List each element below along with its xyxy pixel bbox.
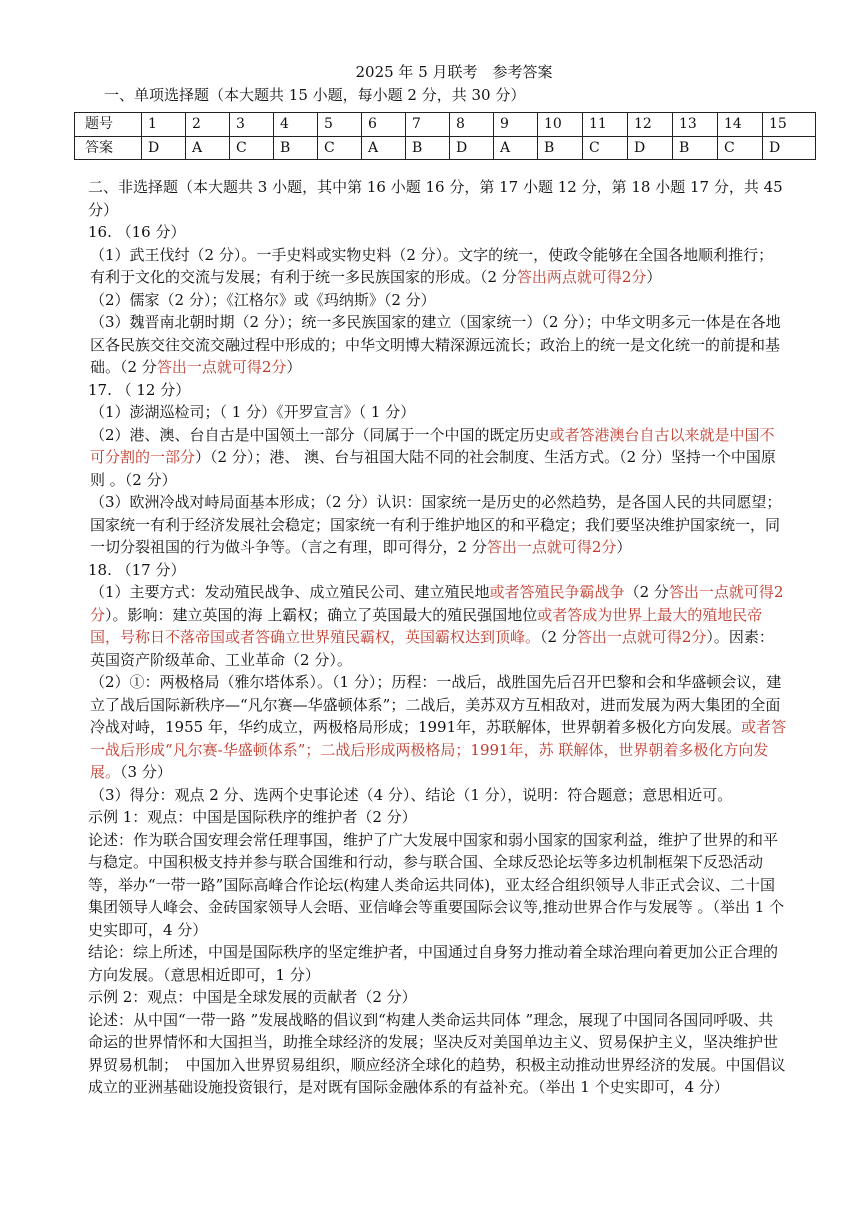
q17-part-1: （1）澎湖巡检司；（ 1 分）《开罗宣言》（ 1 分） — [90, 403, 416, 421]
table-cell: 6 — [362, 113, 406, 137]
table-cell: 5 — [318, 113, 362, 137]
q16-part-3-note: 答出一点就可得2分 — [156, 358, 287, 376]
q16-part-1-end: ） — [646, 268, 662, 286]
table-cell: 15 — [763, 113, 816, 137]
q18-heading: 18. （17 分） — [88, 560, 186, 579]
table-cell: B — [538, 136, 583, 160]
q16-part-1-text: （1）武王伐纣（2 分）。一手史料或实物史料（2 分）。文字的统一，使政令能够在全国各地顺利推行；有利于文化的交流与发展；有利于统一多民族国家的形成。（2 分 — [90, 245, 774, 286]
q17-part-2-note: 或者答港澳台自古以来就是中国不可分割的一部分 — [90, 425, 775, 466]
table-cell: A — [362, 136, 406, 160]
q16-part-3-end: ） — [286, 358, 302, 376]
table-cell: A — [494, 136, 538, 160]
q16-part-1-note: 答出两点就可得2分 — [516, 268, 647, 286]
q18-part-1-score-2: （2 分 — [540, 628, 577, 646]
table-cell: 10 — [538, 113, 583, 137]
q18-part-1-note-2: 答出一点就可得2分 — [90, 583, 784, 624]
q16-part-2: （2）儒家（2 分）；《江格尔》或《玛纳斯》（2 分） — [90, 290, 436, 309]
table-row-numbers — [75, 113, 816, 137]
table-cell: 9 — [494, 113, 538, 137]
table-cell: 4 — [274, 113, 318, 137]
table-cell: C — [718, 136, 763, 160]
q18-part-1 — [88, 581, 788, 671]
table-cell: 12 — [628, 113, 673, 137]
example-1-argument: 论述：作为联合国安理会常任理事国，维护了广大发展中国家和弱小国家的国家利益，维护了世界的和平与稳定。中国积极支持并参与联合国维和行动，参与联合国、全球反恐论坛等多边机制框架下反恐活动等，举办“一带一路”国际高峰合作论坛(构建人类命运共同体)，亚太经合组织领导人非正式会议、二十国集团领导人峰会、金砖国家领导人会晤、亚信峰会等重要国际会议等,推动世界合作与发展等 。（举出 1 个史实即可，4 分） — [88, 830, 785, 939]
example-1-conclusion: 结论：综上所述，中国是国际秩序的坚定维护者，中国通过自身努力推动着全球治理向着更加公正合理的方向发展。（意思相近即可，1 分） — [88, 943, 779, 984]
q17-part-3-note: 答出一点就可得2分 — [486, 538, 617, 556]
table-cell: C — [318, 136, 362, 160]
example-2-view: 示例 2：观点：中国是全球发展的贡献者（2 分） — [88, 988, 417, 1006]
table-row-answers — [75, 136, 816, 160]
table-cell: B — [673, 136, 718, 160]
q18-part-1-impact: ）。影响：建立英国的海 上霸权；确立了英国最大的殖民强国地位 — [105, 605, 538, 624]
table-cell: C — [583, 136, 628, 160]
q16-part-1 — [88, 244, 788, 289]
table-cell: 2 — [186, 113, 230, 137]
table-cell: 14 — [718, 113, 763, 137]
table-cell: 13 — [673, 113, 718, 137]
table-cell: 11 — [583, 113, 628, 137]
q18-part-1-score-1: （2 分 — [624, 583, 669, 601]
q17-part-3 — [88, 491, 788, 559]
table-cell: 3 — [230, 113, 274, 137]
answer-table — [74, 112, 816, 160]
q17-part-3-end: ） — [616, 538, 632, 556]
q18-part-1-note-1: 或者答殖民争霸战争 — [489, 583, 625, 601]
table-cell: 7 — [406, 113, 450, 137]
q18-part-2-text: （2）①：两极格局（雅尔塔体系）。（1 分）；历程：一战后，战胜国先后召开巴黎和会和华盛顿会议，建立了战后国际新秩序—“凡尔赛—华盛顿体系”；二战后，美苏双方互相敌对，进而发展为两大集团的全面冷战对峙，1955 年，华约成立，两极格局形成；1991年，苏联解体，世界朝着多极化方向发展。 — [90, 673, 782, 736]
q18-part-2 — [88, 671, 788, 784]
q18-part-1-text: （1）主要方式：发动殖民战争、成立殖民公司、建立殖民地 — [90, 583, 490, 601]
table-cell: D — [450, 136, 494, 160]
q16-part-3 — [88, 311, 788, 379]
q17-part-2-text: （2）港、澳、台自古是中国领土一部分（同属于一个中国的既定历史 — [90, 425, 550, 444]
table-cell: 8 — [450, 113, 494, 137]
q17-part-2-end: ）（2 分）；港、 澳、台与祖国大陆不同的社会制度、生活方式。（2 分）坚持一个中国原则 。（2 分） — [90, 448, 776, 489]
q17-part-2 — [88, 424, 788, 492]
q16-heading: 16. （16 分） — [88, 223, 186, 241]
page-title: 2025 年 5 月联考 参考答案 — [355, 63, 553, 81]
section-1-heading: 一、单项选择题（本大题共 15 小题，每小题 2 分，共 30 分） — [104, 86, 526, 104]
example-2-argument: 论述：从中国“一带一路 ”发展战略的倡议到“构建人类命运共同体 ”理念，展现了中国同各国同呼吸、共命运的世界情怀和大国担当，助推全球经济的发展；坚决反对美国单边主义、贸易保护主义，坚决维护世界贸易机制； 中国加入世界贸易组织，顺应经济全球化的趋势，积极主动推动世界经济的发展。中国倡议成立的亚洲基础设施投资银行，是对既有国际金融体系的有益补充。（举出 1 个史实即可，4 分） — [88, 1010, 786, 1096]
section-2-heading: 二、非选择题（本大题共 3 小题，其中第 16 小题 16 分，第 17 小题 12 分，第 18 小题 17 分，共 45 分） — [88, 178, 783, 219]
example-1-view: 示例 1：观点：中国是国际秩序的维护者（2 分） — [88, 808, 417, 826]
table-cell: D — [628, 136, 673, 160]
q17-heading: 17. （ 12 分） — [88, 380, 191, 399]
q18-part-1-factors: ）。因素：英国资产阶级革命、工业革命（2 分）。 — [90, 628, 774, 669]
table-cell: C — [230, 136, 274, 160]
q18-part-1-note-3: 或者答成为世界上最大的殖地民帝国，号称日不落帝国或者答确立世界殖民霸权，英国霸权达到顶峰。 — [90, 605, 763, 646]
q18-part-2-note: 或者答一战后形成“凡尔赛-华盛顿体系”；二战后形成两极格局；1991年，苏 联解体，世界朝着多极化方向发展。 — [90, 718, 787, 781]
q17-part-3-text: （3）欧洲冷战对峙局面基本形成；（2 分）认识：国家统一是历史的必然趋势，是各国人民的共同愿望；国家统一有利于经济发展社会稳定；国家统一有利于维护地区的和平稳定；我们要坚决维护国家统一，同一切分裂祖国的行为做斗争等。（言之有理，即可得分，2 分 — [90, 493, 782, 556]
table-cell: B — [274, 136, 318, 160]
q18-part-1-note-4: 答出一点就可得2分 — [576, 628, 707, 646]
table-cell: D — [142, 136, 186, 160]
q16-part-3-text: （3）魏晋南北朝时期（2 分）；统一多民族国家的建立（国家统一）（2 分）；中华文明多元一体是在各地区各民族交往交流交融过程中形成的；中华文明博大精深源远流长；政治上的统一是文化统一的前提和基础。（2 分 — [90, 313, 781, 376]
row-label-number: 题号 — [75, 113, 142, 137]
answer-body — [88, 176, 788, 1099]
header-block — [88, 60, 790, 106]
table-cell: D — [763, 136, 816, 160]
table-cell: B — [406, 136, 450, 160]
table-cell: 1 — [142, 113, 186, 137]
row-label-answer: 答案 — [75, 136, 142, 160]
table-cell: A — [186, 136, 230, 160]
q18-part-2-end: （3 分） — [120, 763, 172, 781]
q18-part-3: （3）得分：观点 2 分、选两个史事论述（4 分）、结论（1 分），说明：符合题意；意思相近可。 — [90, 785, 733, 804]
